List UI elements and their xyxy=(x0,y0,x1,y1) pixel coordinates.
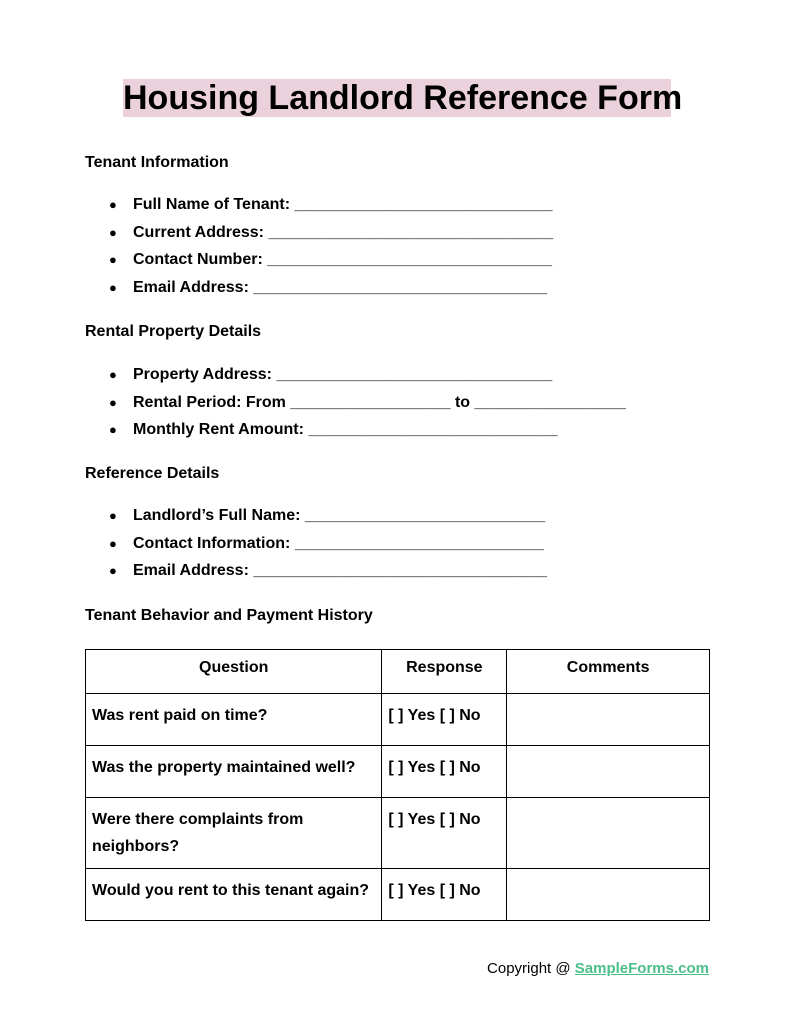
field-label: Email Address: xyxy=(133,562,249,580)
sampleforms-link[interactable]: SampleForms.com xyxy=(574,960,709,977)
blank-line[interactable]: ____________________________ xyxy=(308,421,558,439)
field-label: Email Address: xyxy=(133,279,249,297)
tenant-info-list xyxy=(85,191,553,302)
list-item xyxy=(85,191,553,219)
blank-line[interactable]: ________________________________ xyxy=(268,223,554,241)
blank-line[interactable]: _________________________________ xyxy=(253,562,547,580)
section-heading: Tenant Behavior and Payment History xyxy=(85,607,373,624)
field-label: Current Address: xyxy=(133,223,264,241)
response-cell[interactable]: [ ] Yes [ ] No xyxy=(382,746,507,798)
section-heading: Tenant Information xyxy=(85,154,229,171)
question-cell: Would you rent to this tenant again? xyxy=(86,869,382,921)
table-row xyxy=(86,798,710,869)
property-list xyxy=(85,361,626,444)
blank-line[interactable]: _______________________________ xyxy=(276,366,553,383)
header-question: Question xyxy=(86,650,382,694)
blank-line[interactable]: ________________________________ xyxy=(267,251,552,269)
list-item xyxy=(85,530,547,558)
blank-line[interactable]: ___________________________ xyxy=(304,507,546,524)
question-cell: Was rent paid on time? xyxy=(86,694,382,746)
comments-cell[interactable] xyxy=(507,746,710,798)
history-table xyxy=(85,649,710,921)
blank-line[interactable]: __________________ to _________________ xyxy=(290,393,626,411)
header-response: Response xyxy=(382,650,507,694)
list-item xyxy=(85,274,553,302)
question-cell: Were there complaints from neighbors? xyxy=(86,798,382,869)
header-comments: Comments xyxy=(507,650,710,694)
list-item xyxy=(85,389,626,417)
field-label: Contact Information: xyxy=(133,534,291,552)
table-row xyxy=(86,746,710,798)
list-item xyxy=(85,361,626,389)
footer xyxy=(487,960,709,977)
field-label: Landlord’s Full Name: xyxy=(133,507,301,524)
table-row xyxy=(86,694,710,746)
blank-line[interactable]: ____________________________ xyxy=(294,534,544,552)
list-item xyxy=(85,557,547,585)
response-cell[interactable]: [ ] Yes [ ] No xyxy=(382,869,507,921)
question-cell: Was the property maintained well? xyxy=(86,746,382,798)
list-item xyxy=(85,502,547,530)
comments-cell[interactable] xyxy=(507,869,710,921)
copyright-text: Copyright @ xyxy=(487,960,575,977)
list-item xyxy=(85,219,553,247)
comments-cell[interactable] xyxy=(507,694,710,746)
blank-line[interactable]: _____________________________ xyxy=(294,196,553,213)
page-title: Housing Landlord Reference Form xyxy=(123,79,683,117)
comments-cell[interactable] xyxy=(507,798,710,869)
blank-line[interactable]: _________________________________ xyxy=(253,279,547,297)
section-heading: Reference Details xyxy=(85,465,220,482)
table-row xyxy=(86,869,710,921)
field-label: Contact Number: xyxy=(133,251,263,269)
field-label: Rental Period: From xyxy=(133,393,286,411)
field-label: Full Name of Tenant: xyxy=(133,196,291,213)
field-label: Monthly Rent Amount: xyxy=(133,421,304,439)
field-label: Property Address: xyxy=(133,366,272,383)
list-item xyxy=(85,416,626,444)
response-cell[interactable]: [ ] Yes [ ] No xyxy=(382,798,507,869)
section-heading: Rental Property Details xyxy=(85,323,262,340)
table-header-row xyxy=(86,650,710,694)
list-item xyxy=(85,246,553,274)
response-cell[interactable]: [ ] Yes [ ] No xyxy=(382,694,507,746)
reference-list xyxy=(85,502,547,585)
